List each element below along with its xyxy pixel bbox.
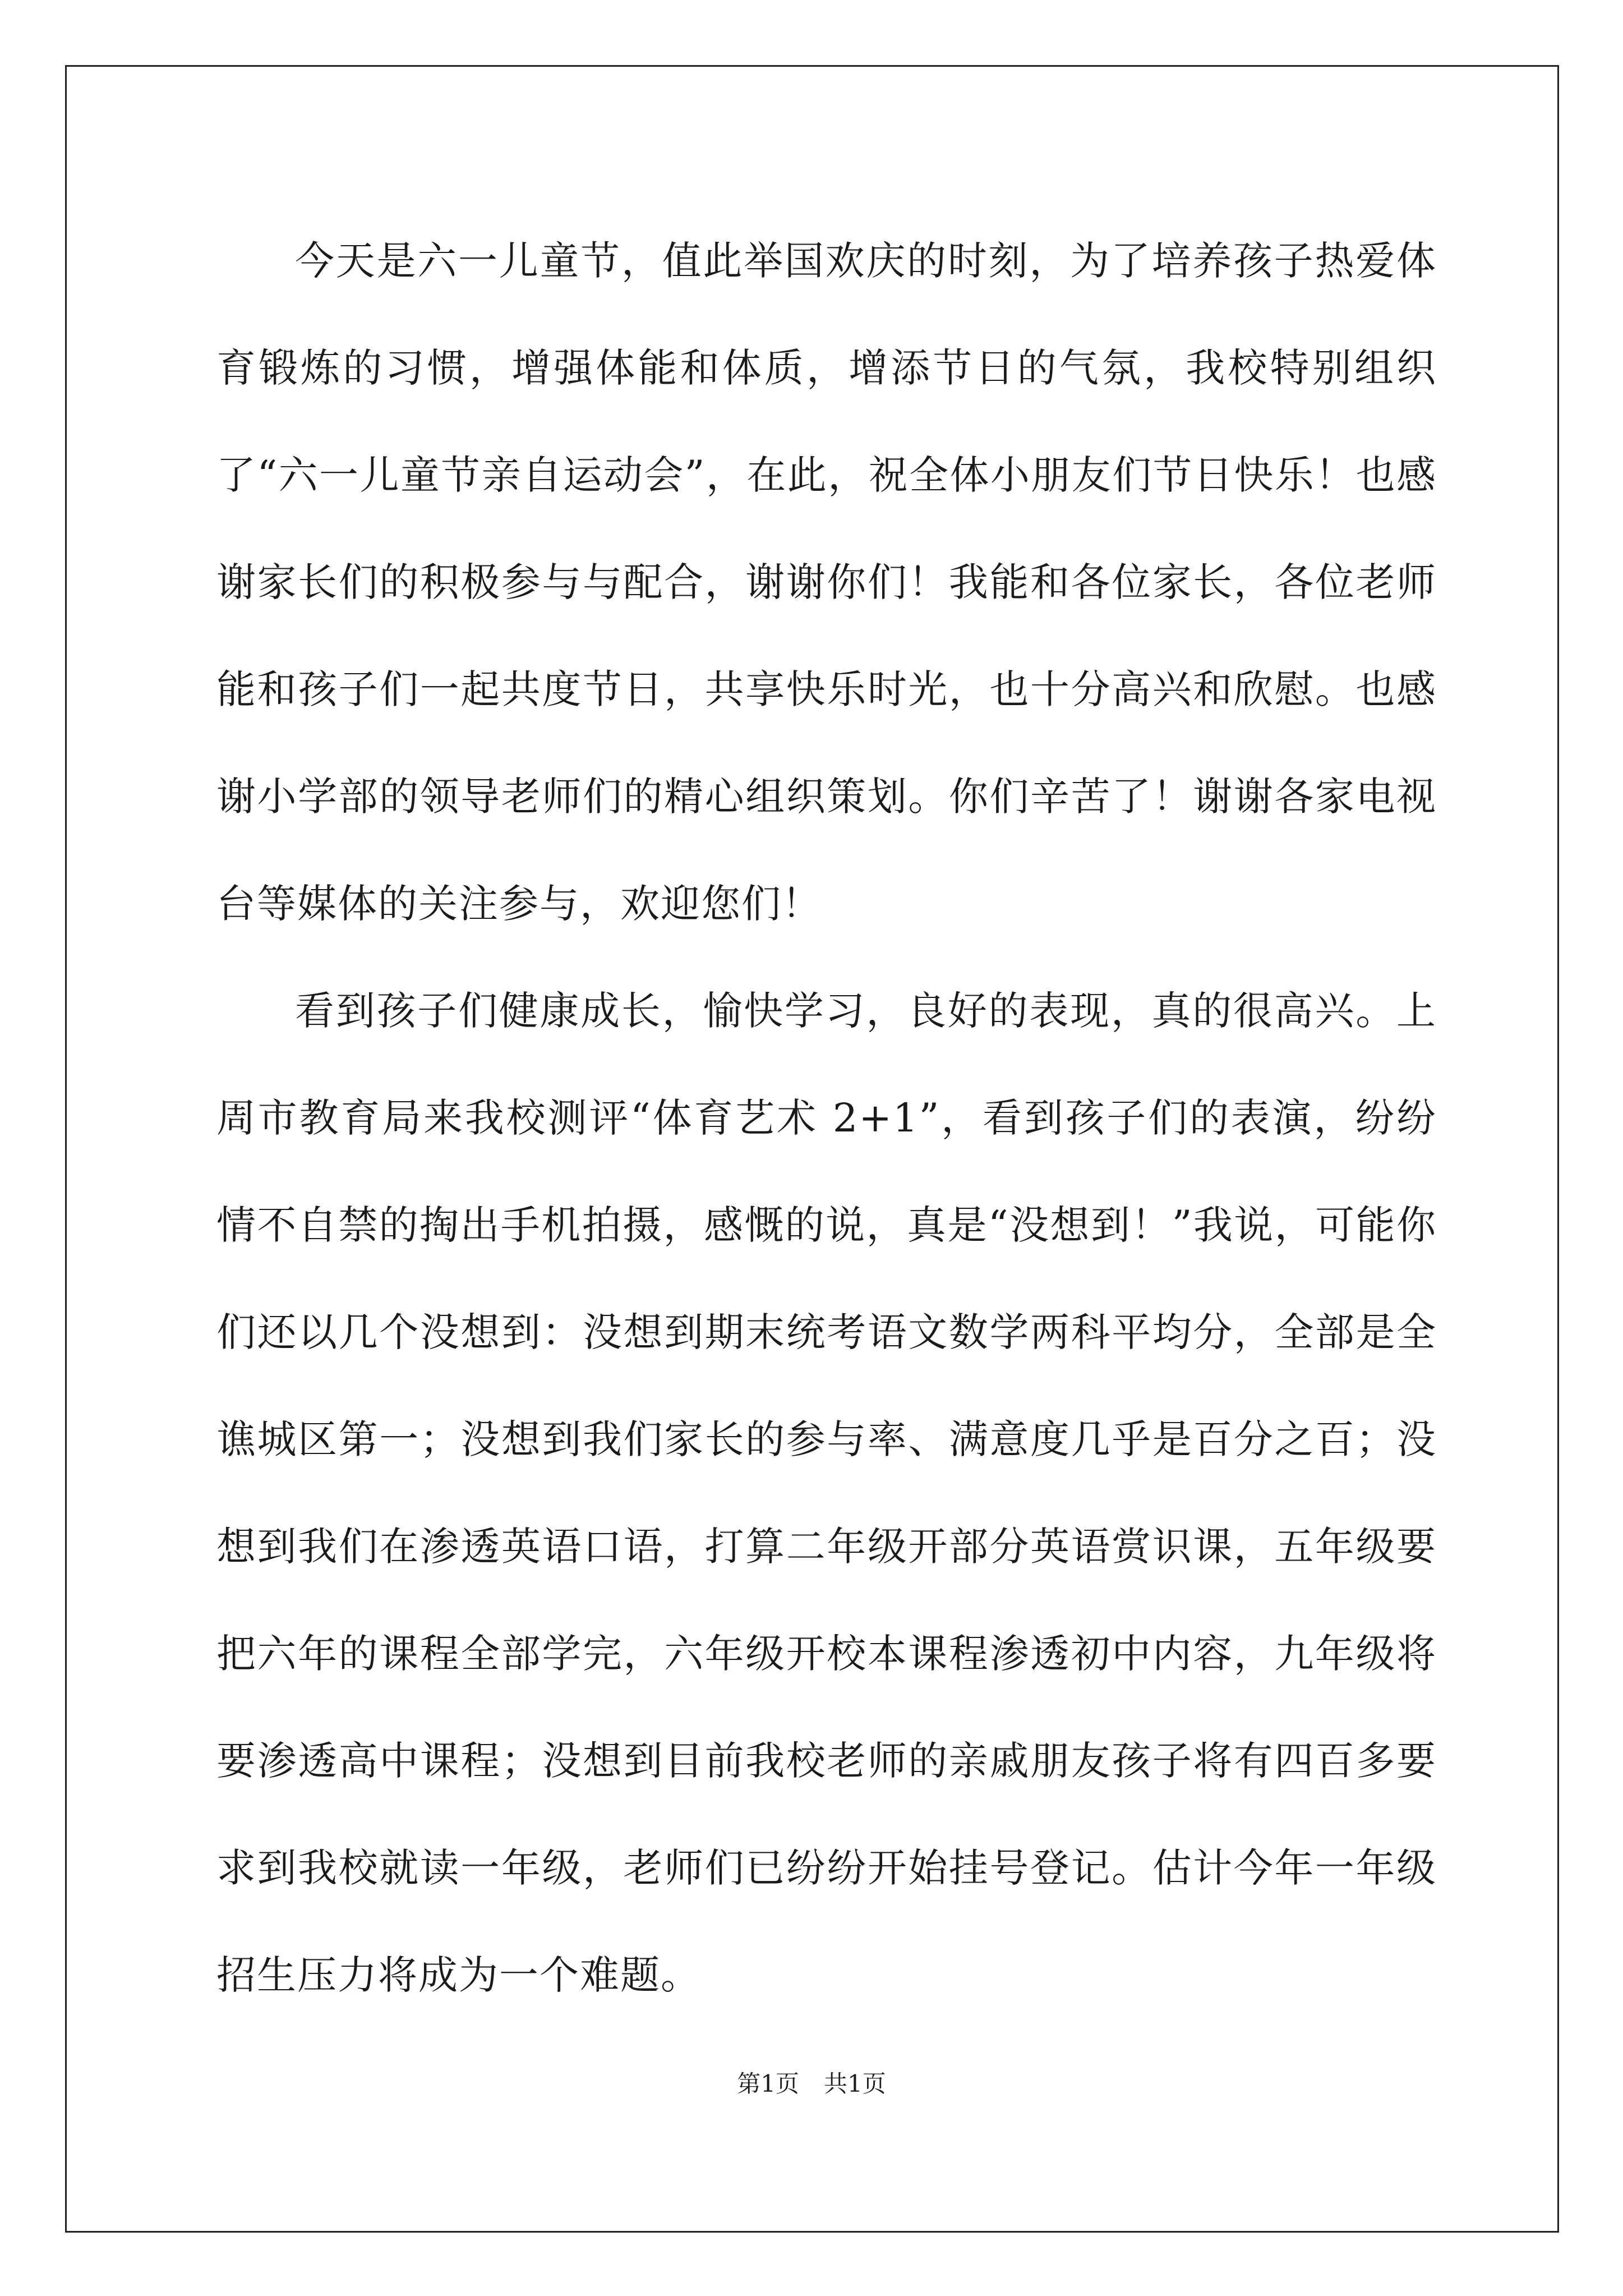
page-number: 第1页 <box>737 2070 799 2097</box>
paragraph-2: 看到孩子们健康成长，愉快学习，良好的表现，真的很高兴。上周市教育局来我校测评“体育艺术 2+1”，看到孩子们的表演，纷纷情不自禁的掏出手机拍摄，感慨的说，真是“没想到！”我说，可能你们还以几个没想到：没想到期末统考语文数学两科平均分，全部是全谯城区第一；没想到我们家长的参与率、满意度几乎是百分之百；没想到我们在渗透英语口语，打算二年级开部分英语赏识课，五年级要把六年的课程全部学完，六年级开校本课程渗透初中内容，九年级将要渗透高中课程；没想到目前我校老师的亲戚朋友孩子将有四百多要求到我校就读一年级，老师们已纷纷开始挂号登记。估计今年一年级招生压力将成为一个难题。 <box>216 988 1437 1998</box>
page-footer <box>0 2067 1623 2101</box>
paragraph-1: 今天是六一儿童节，值此举国欢庆的时刻，为了培养孩子热爱体育锻炼的习惯，增强体能和体质，增添节日的气氛，我校特别组织了“六一儿童节亲自运动会”，在此，祝全体小朋友们节日快乐！也感谢家长们的积极参与与配合，谢谢你们！我能和各位家长，各位老师能和孩子们一起共度节日，共享快乐时光，也十分高兴和欣慰。也感谢小学部的领导老师们的精心组织策划。你们辛苦了！谢谢各家电视台等媒体的关注参与，欢迎您们！ <box>216 238 1437 927</box>
document-body <box>216 208 1437 2029</box>
page-total: 共1页 <box>824 2070 886 2097</box>
